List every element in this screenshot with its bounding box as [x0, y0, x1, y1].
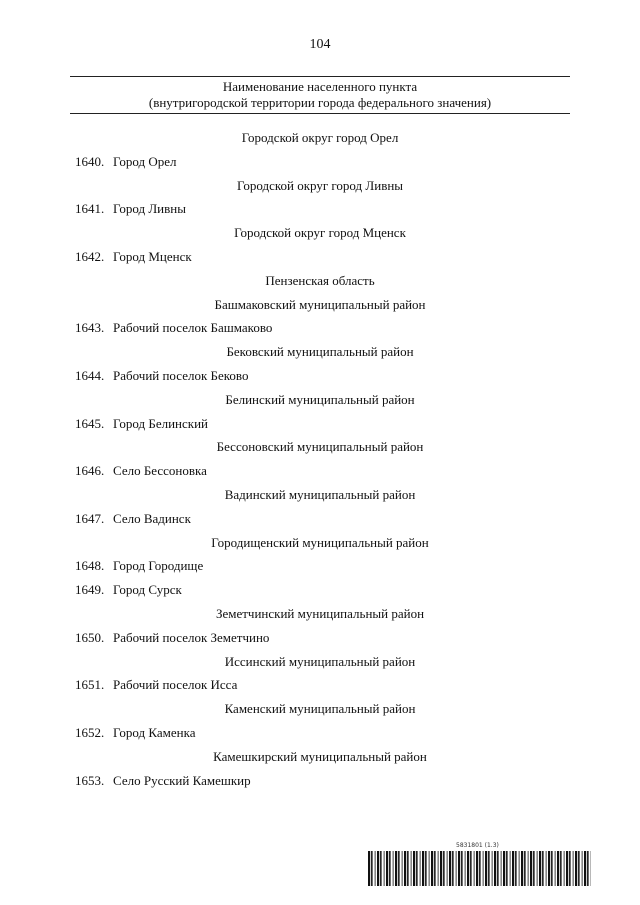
barcode-stamp [368, 842, 591, 888]
item-number: 1642. [75, 249, 105, 264]
section-heading-text: Башмаковский муниципальный район [214, 297, 426, 312]
header-bottom-rule [70, 113, 570, 114]
list-item [0, 509, 640, 529]
section-heading-text: Бессоновский муниципальный район [216, 439, 424, 454]
settlement-name: Рабочий поселок Беково [113, 368, 249, 383]
item-number: 1640. [75, 154, 105, 169]
section-heading [0, 342, 640, 362]
section-heading-text: Городской округ город Ливны [236, 178, 404, 193]
page-number: 104 [309, 37, 331, 52]
list-item [0, 461, 640, 481]
barcode-label: 5831801 (1.3) [456, 842, 499, 849]
settlement-name: Село Вадинск [113, 511, 191, 526]
settlement-name: Рабочий поселок Исса [113, 677, 238, 692]
section-heading-text: Городской округ город Мценск [234, 225, 406, 240]
list-item [0, 580, 640, 600]
item-number: 1652. [75, 725, 105, 740]
item-number: 1649. [75, 582, 105, 597]
section-heading [0, 485, 640, 505]
section-heading-text: Земетчинский муниципальный район [215, 606, 425, 621]
section-heading [0, 652, 640, 672]
settlement-name: Город Белинский [113, 416, 208, 431]
section-heading [0, 390, 640, 410]
item-number: 1645. [75, 416, 105, 431]
section-heading [0, 533, 640, 553]
item-number: 1641. [75, 201, 105, 216]
section-heading-text: Вадинский муниципальный район [224, 487, 416, 502]
list-item [0, 318, 640, 338]
section-heading-text: Иссинский муниципальный район [224, 654, 416, 669]
column-header-line-2: (внутригородской территории города федерального значения) [148, 95, 492, 110]
list-item [0, 199, 640, 219]
section-heading [0, 176, 640, 196]
settlement-name: Город Каменка [113, 725, 196, 740]
settlement-name: Город Ливны [113, 201, 186, 216]
list-item [0, 366, 640, 386]
list-item [0, 556, 640, 576]
section-heading [0, 604, 640, 624]
section-heading [0, 223, 640, 243]
section-heading-text: Каменский муниципальный район [224, 701, 416, 716]
section-heading-text: Белинский муниципальный район [225, 392, 415, 407]
item-number: 1653. [75, 773, 105, 788]
item-number: 1646. [75, 463, 105, 478]
section-heading [0, 271, 640, 291]
section-heading [0, 747, 640, 767]
item-number: 1643. [75, 320, 105, 335]
list-item [0, 675, 640, 695]
section-heading [0, 295, 640, 315]
list-item [0, 414, 640, 434]
list-item [0, 247, 640, 267]
settlement-name: Город Мценск [113, 249, 192, 264]
item-number: 1644. [75, 368, 105, 383]
section-heading-text: Городищенский муниципальный район [211, 535, 429, 550]
section-heading-text: Бековский муниципальный район [226, 344, 414, 359]
item-number: 1650. [75, 630, 105, 645]
item-number: 1647. [75, 511, 105, 526]
item-number: 1648. [75, 558, 105, 573]
section-heading-text: Пензенская область [265, 273, 375, 288]
column-header-line-1: Наименование населенного пункта [222, 79, 418, 94]
section-heading [0, 699, 640, 719]
section-heading [0, 437, 640, 457]
settlement-name: Город Городище [113, 558, 204, 573]
list-item [0, 723, 640, 743]
list-item [0, 628, 640, 648]
item-number: 1651. [75, 677, 105, 692]
settlement-name: Село Бессоновка [113, 463, 207, 478]
settlement-name: Рабочий поселок Земетчино [113, 630, 270, 645]
settlement-name: Город Сурск [113, 582, 182, 597]
settlement-name: Село Русский Камешкир [113, 773, 251, 788]
settlement-name: Рабочий поселок Башмаково [113, 320, 273, 335]
section-heading-text: Камешкирский муниципальный район [213, 749, 427, 764]
list-item [0, 771, 640, 791]
header-top-rule [70, 76, 570, 77]
settlement-name: Город Орел [113, 154, 177, 169]
section-heading-text: Городской округ город Орел [241, 130, 399, 145]
barcode-icon [368, 851, 591, 886]
list-item [0, 152, 640, 172]
section-heading [0, 128, 640, 148]
